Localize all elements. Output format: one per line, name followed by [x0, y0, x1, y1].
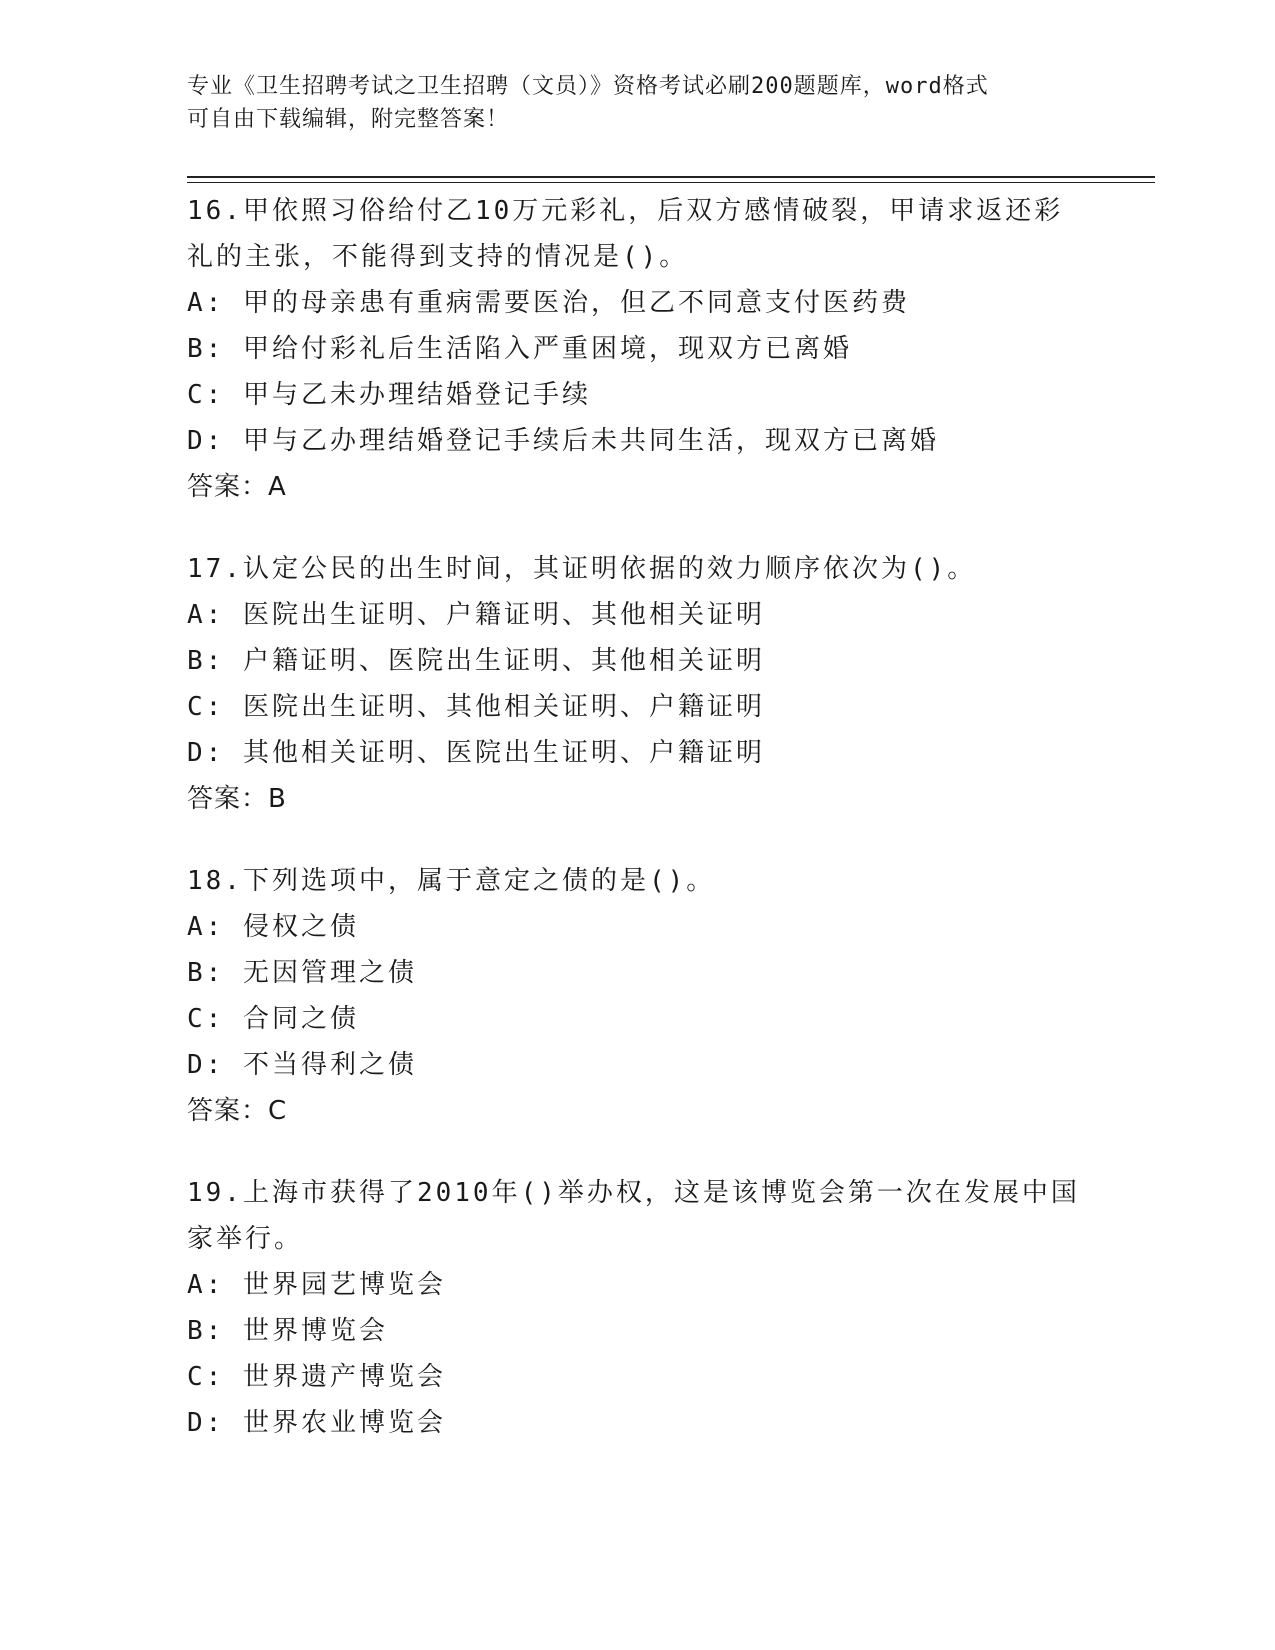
- option-c: C: 合同之债: [187, 1004, 359, 1034]
- question-stem-line-1: 19.上海市获得了2010年()举办权，这是该博览会第一次在发展中国: [187, 1178, 1080, 1208]
- option-d: D: 甲与乙办理结婚登记手续后未共同生活，现双方已离婚: [187, 426, 939, 456]
- option-c: C: 医院出生证明、其他相关证明、户籍证明: [187, 692, 765, 722]
- option-a: A: 侵权之债: [187, 912, 359, 942]
- option-c: C: 甲与乙未办理结婚登记手续: [187, 380, 591, 410]
- header-divider-thick: [187, 176, 1155, 178]
- option-d: D: 不当得利之债: [187, 1050, 417, 1080]
- question-stem-line-1: 16.甲依照习俗给付乙10万元彩礼，后双方感情破裂，甲请求返还彩: [187, 196, 1064, 226]
- option-d: D: 世界农业博览会: [187, 1408, 446, 1438]
- option-d: D: 其他相关证明、医院出生证明、户籍证明: [187, 738, 765, 768]
- question-stem-line-1: 18.下列选项中，属于意定之债的是()。: [187, 866, 716, 896]
- option-b: B: 无因管理之债: [187, 958, 417, 988]
- question-stem-line-2: 礼的主张，不能得到支持的情况是()。: [187, 242, 689, 272]
- question-list: [187, 188, 1087, 1482]
- question-stem-line-2: 家举行。: [187, 1224, 304, 1254]
- answer: 答案：C: [187, 1096, 288, 1126]
- question-stem-line-1: 17.认定公民的出生时间，其证明依据的效力顺序依次为()。: [187, 554, 977, 584]
- header-divider-thin: [187, 182, 1155, 183]
- option-c: C: 世界遗产博览会: [187, 1362, 446, 1392]
- answer: 答案：B: [187, 784, 287, 814]
- document-header: [187, 70, 1067, 136]
- option-b: B: 世界博览会: [187, 1316, 388, 1346]
- answer: 答案：A: [187, 472, 287, 502]
- question-19: [187, 1170, 1087, 1446]
- option-a: A: 世界园艺博览会: [187, 1270, 446, 1300]
- question-17: [187, 546, 1087, 822]
- option-a: A: 医院出生证明、户籍证明、其他相关证明: [187, 600, 765, 630]
- header-line-1: 专业《卫生招聘考试之卫生招聘（文员）》资格考试必刷200题题库，word格式: [187, 74, 989, 99]
- option-b: B: 甲给付彩礼后生活陷入严重困境，现双方已离婚: [187, 334, 852, 364]
- header-line-2: 可自由下载编辑，附完整答案！: [187, 107, 510, 132]
- option-a: A: 甲的母亲患有重病需要医治，但乙不同意支付医药费: [187, 288, 910, 318]
- option-b: B: 户籍证明、医院出生证明、其他相关证明: [187, 646, 765, 676]
- question-18: [187, 858, 1087, 1134]
- question-16: [187, 188, 1087, 510]
